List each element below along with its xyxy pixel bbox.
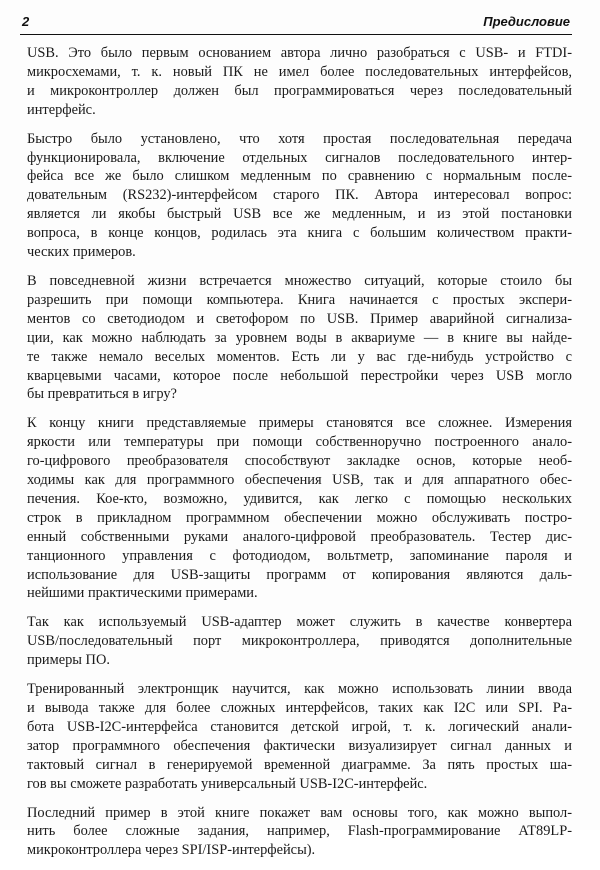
text-line: строк в прикладном программном обеспечении можно обслуживать постро- [27,509,572,526]
paragraph [27,44,572,120]
text-line: нить более сложные задания, например, Flash-программирование AT89LP- [27,823,572,840]
text-line: USB. Это было первым основанием автора лично разобраться с USB- и FTDI- [27,45,572,61]
text-line: го-цифрового преобразователя способствуют закладке основ, которые необ- [27,453,572,470]
text-line: довательным (RS232)-интерфейсом старого ПК. Автора интересовал вопрос: [27,187,572,204]
text-line: интерфейс. [27,101,96,118]
section-title: Предисловие [483,14,570,29]
paragraph [27,613,572,670]
text-line: тактовый сигнал в генерируемой временной диаграмме. За пять простых ша- [27,756,572,773]
text-line: нейшими практическими примерами. [27,585,258,602]
paragraph [27,414,572,603]
text-line: бы превратиться в игру? [27,386,177,403]
running-header [20,12,572,35]
text-line: ходимы как для программного обеспечения USB, так и для аппаратного обес- [27,472,572,489]
text-line: USB/последовательный порт микроконтроллера, приводятся дополнительные [27,633,572,650]
paragraph [27,680,572,793]
text-line: ментов со светодиодом и светофором по USB. Пример аварийной сигнализа- [27,310,572,327]
text-line: К концу книги представляемые примеры становятся все сложнее. Измерения [27,415,572,432]
paragraph [27,272,572,404]
text-line: использование для USB-защиты программ от копирования являются даль- [27,566,572,583]
text-line: Быстро было установлено, что хотя простая последовательная передача [27,130,572,147]
text-line: и микроконтроллер должен был программироваться через последовательный [27,82,572,99]
text-line: затор программного обеспечения фактически визуализирует сигнал данных и [27,737,572,754]
paragraph [27,804,572,861]
text-line: кварцевыми часами, которое после небольшой перестройки через USB могло [27,367,572,384]
text-line: является ли якобы быстрый USB все же медленным, и из этой постановки [27,206,572,223]
text-line: ции, как можно наблюдать за уровнем воды в аквариуме — в книге вы найде- [27,329,572,346]
text-line: те также немало веселых моментов. Есть ли у вас где-нибудь устройство с [27,348,572,365]
page-body [27,44,572,870]
text-line: Тренированный электронщик научится, как можно использовать линии ввода [27,681,572,698]
text-line: печения. Кое-кто, возможно, удивится, как легко с помощью нескольких [27,490,572,507]
text-line: микросхемами, т. к. новый ПК не имел более последовательных интерфейсов, [27,63,572,80]
text-line: микроконтроллера через SPI/ISP-интерфейсы). [27,842,316,859]
text-line: Так как используемый USB-адаптер может служить в качестве конвертера [27,614,572,631]
paragraph [27,130,572,262]
text-line: гов вы сможете разработать универсальный USB-I2C-интерфейс. [27,775,428,792]
text-line: бота USB-I2C-интерфейса становится детской игрой, т. к. логический анали- [27,718,572,735]
page-number: 2 [22,14,30,29]
text-line: функционировала, включение отдельных сигналов последовательного интер- [27,149,572,166]
text-line: разрешить при помощи компьютера. Книга начинается с простых экспери- [27,291,572,308]
text-line: Последний пример в этой книге покажет вам основы того, как можно выпол- [27,804,572,821]
text-line: енный собственными руками аналого-цифровой преобразователь. Тестер дис- [27,528,572,545]
text-line: ческих примеров. [27,244,136,261]
text-line: фейса все же было слишком медленным по сравнению с нормальным после- [27,168,572,185]
text-line: примеры ПО. [27,652,110,669]
text-line: и вывода также для более сложных интерфейсов, таких как I2C или SPI. Ра- [27,700,572,716]
text-line: В повседневной жизни встречается множество ситуаций, которые стоило бы [27,272,572,289]
text-line: танционного управления с фотодиодом, вольтметр, запоминание пароля и [27,547,572,564]
text-line: вопроса, в конце концов, родилась эта книга с большим количеством практи- [27,225,572,242]
text-line: яркости или температуры при помощи собственноручно построенного анало- [27,434,572,451]
